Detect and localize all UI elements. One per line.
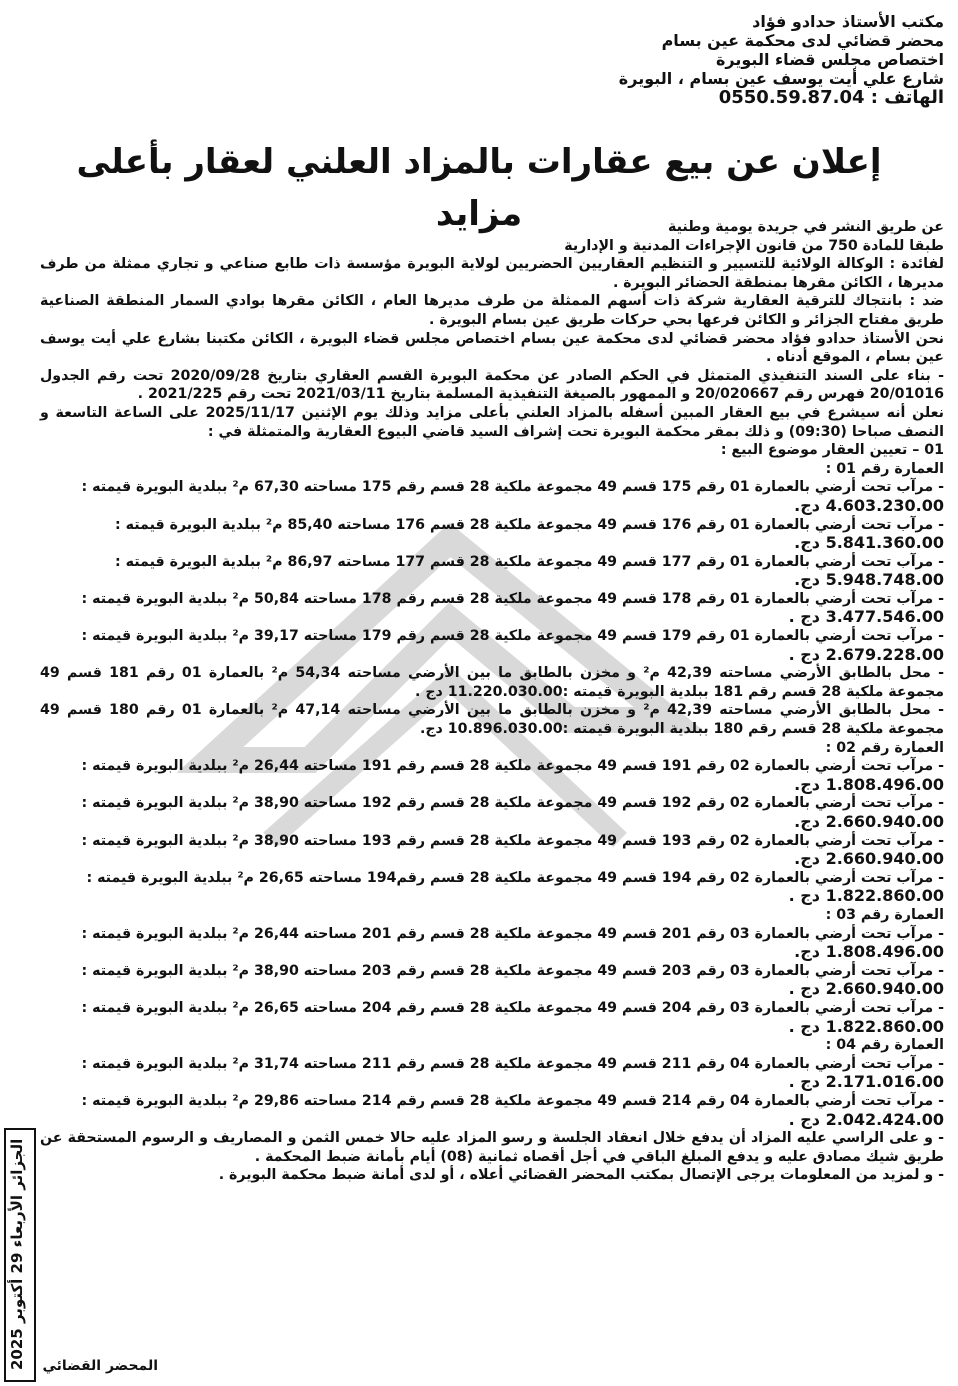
property-item: - محل بالطابق الأرضي مساحته 42,39 م² و مخزن بالطابق ما بين الأرضي مساحته 47,14 م² بالعمارة 01 رقم 180 قسم 49 مجموعة ملكية 28 قسم رقم 180 ببلدية البويرة قيمته :10.896.030.00 دج.: [40, 702, 944, 738]
property-value: 2.660.940.00 دج.: [794, 849, 944, 869]
office-name: مكتب الأستاذ حدادو فؤاد: [752, 12, 944, 31]
property-value: 1.808.496.00 دج.: [794, 774, 944, 794]
building-section-3: [40, 906, 944, 1036]
building-section-4: [40, 1036, 944, 1129]
office-address: شارع علي أيت يوسف عين بسام ، البويرة: [618, 69, 944, 88]
property-item: - مرآب تحت أرضي بالعمارة 01 رقم 177 قسم 49 مجموعة ملكية 28 قسم 177 مساحته 86,97 م² ببلدية البويرة قيمته : 5.948.748.00 دج.: [40, 553, 944, 590]
intro-property-designation: 01 – تعيين العقار موضوع البيع :: [720, 442, 944, 459]
property-item: - مرآب تحت أرضي بالعمارة 02 رقم 191 قسم 49 مجموعة ملكية 28 قسم رقم 191 مساحته 26,44 م² ببلدية البويرة قيمته : 1.808.496.00 دج.: [40, 757, 944, 794]
property-value: 1.808.496.00 دج.: [794, 942, 944, 962]
property-item: - مرآب تحت أرضي بالعمارة 01 رقم 176 قسم 49 مجموعة ملكية 28 قسم 176 مساحته 85,40 م² ببلدية البويرة قيمته : 5.841.360.00 دج.: [40, 516, 944, 553]
intro-defendant: ضد : بانتجاك للترقية العقارية شركة ذات أسهم الممثلة من طرف مديرها العام ، الكائن مقرها بوادي السمار المنطقة الصناعية طريق مفتاح الجزائر و الكائن فرعها بحي حركات طريق عين بسام البويرة .: [40, 293, 944, 328]
bailiff-office-header: [504, 12, 944, 107]
property-item: - مرآب تحت أرضي بالعمارة 04 رقم 211 قسم 49 مجموعة ملكية 28 قسم رقم 211 مساحته 31,74 م² ببلدية البويرة قيمته : 2.171.016.00 دج .: [40, 1055, 944, 1092]
bailiff-signature: المحضر القضائي: [42, 1358, 158, 1374]
property-item: - مرآب تحت أرضي بالعمارة 03 رقم 204 قسم 49 مجموعة ملكية 28 قسم رقم 204 مساحته 26,65 م² ببلدية البويرة قيمته : 1.822.860.00 دج .: [40, 999, 944, 1036]
property-item: - مرآب تحت أرضي بالعمارة 02 رقم 193 قسم 49 مجموعة ملكية 28 قسم رقم 193 مساحته 38,90 م² ببلدية البويرة قيمته : 2.660.940.00 دج.: [40, 832, 944, 869]
property-value: 1.822.860.00 دج .: [788, 1016, 944, 1036]
property-item: - محل بالطابق الأرضي مساحته 42,39 م² و مخزن بالطابق ما بين الأرضي مساحته 54,34 م² بالعمارة 01 رقم 181 قسم 49 مجموعة ملكية 28 قسم رقم 181 ببلدية البويرة قيمته :11.220.030.00 دج .: [40, 665, 944, 700]
intro-bailiff: نحن الأستاذ حدادو فؤاد محضر قضائي لدى محكمة عين بسام اختصاص مجلس قضاء البويرة ، الكائن مكتبنا بشارع علي أيت يوسف عين بسام ، الموقع أدناه .: [40, 330, 944, 366]
publication-date: الأربعاء 29 أكتوبر 2025: [8, 1194, 26, 1370]
building-section-1: [40, 460, 944, 739]
office-role: محضر قضائي لدى محكمة عين بسام: [661, 31, 944, 50]
property-item: - مرآب تحت أرضي بالعمارة 02 رقم 192 قسم 49 مجموعة ملكية 28 قسم رقم 192 مساحته 38,90 م² ببلدية البويرة قيمته : 2.660.940.00 دج.: [40, 794, 944, 831]
closing-contact-info: - و لمزيد من المعلومات يرجى الإتصال بمكتب المحضر القضائي أعلاه ، أو لدى أمانة ضبط محكمة البويرة .: [218, 1167, 944, 1184]
intro-legal-article: طبقا للمادة 750 من قانون الإجراءات المدنية و الإدارية: [564, 237, 944, 254]
closing-payment-terms: - و على الراسي عليه المزاد أن يدفع خلال انعقاد الجلسة و رسو المزاد عليه حالا خمس الثمن و المصاريف و الرسوم المستحقة عن طريق شيك مصادق عليه و يدفع المبلغ الباقي في أجل أقصاه ثمانية (08) أيام بأمانة ضبط المحكمة .: [40, 1130, 944, 1165]
building-heading: العمارة رقم 02 :: [825, 739, 944, 756]
property-item: - مرآب تحت أرضي بالعمارة 02 رقم 194 قسم 49 مجموعة ملكية 28 قسم رقم194 مساحته 26,65 م² ببلدية البويرة قيمته : 1.822.860.00 دج .: [40, 869, 944, 906]
property-item: - مرآب تحت أرضي بالعمارة 01 رقم 178 قسم 49 مجموعة ملكية 28 قسم رقم 178 مساحته 50,84 م² ببلدية البويرة قيمته : 3.477.546.00 دج .: [40, 590, 944, 627]
property-value: 2.660.940.00 دج.: [794, 812, 944, 831]
property-item: - مرآب تحت أرضي بالعمارة 01 رقم 179 قسم 49 مجموعة ملكية 28 قسم رقم 179 مساحته 39,17 م² ببلدية البويرة قيمته : 2.679.228.00 دج .: [40, 627, 944, 664]
property-value: 1.822.860.00 دج .: [788, 886, 944, 906]
property-item: - مرآب تحت أرضي بالعمارة 03 رقم 201 قسم 49 مجموعة ملكية 28 قسم رقم 201 مساحته 26,44 م² ببلدية البويرة قيمته : 1.808.496.00 دج.: [40, 925, 944, 962]
property-value: 4.603.230.00 دج.: [794, 495, 944, 515]
property-value: 3.477.546.00 دج .: [788, 607, 944, 627]
office-jurisdiction: اختصاص مجلس قضاء البويرة: [715, 50, 944, 69]
property-item: - مرآب تحت أرضي بالعمارة 03 رقم 203 قسم 49 مجموعة ملكية 28 قسم رقم 203 مساحته 38,90 م² ببلدية البويرة قيمته : 2.660.940.00 دج .: [40, 962, 944, 999]
newspaper-side-strip: [4, 1128, 36, 1382]
property-item: - مرآب تحت أرضي بالعمارة 01 رقم 175 قسم 49 مجموعة ملكية 28 قسم رقم 175 مساحته 67,30 م² ببلدية البويرة قيمته : 4.603.230.00 دج.: [40, 478, 944, 515]
property-item: - مرآب تحت أرضي بالعمارة 04 رقم 214 قسم 49 مجموعة ملكية 28 قسم رقم 214 مساحته 29,86 م² ببلدية البويرة قيمته : 2.042.424.00 دج .: [40, 1092, 944, 1129]
announcement-title: إعلان عن بيع عقارات بالمزاد العلني لعقار بأعلى مزايد: [76, 142, 882, 234]
building-heading: العمارة رقم 04 :: [825, 1037, 944, 1054]
intro-beneficiary: لفائدة : الوكالة الولائية للتسيير و التنظيم العقاريين الحضريين لولاية البويرة مؤسسة ذات طابع صناعي و تجاري ممثلة من طرف مديرها ، الكائن مقرها بمنطقة الحضائر البويرة .: [40, 256, 944, 291]
intro-publication: عن طريق النشر في جريدة يومية وطنية: [667, 219, 944, 235]
building-heading: العمارة رقم 01 :: [825, 460, 944, 477]
building-section-2: [40, 739, 944, 906]
newspaper-name: الجزائر: [8, 1138, 26, 1190]
property-value: 2.660.940.00 دج .: [788, 979, 944, 999]
publication-date-strip: [8, 1134, 34, 1374]
property-value: 5.948.748.00 دج.: [794, 570, 944, 590]
office-phone: الهاتف : 0550.59.87.04: [718, 87, 944, 108]
property-value: 2.042.424.00 دج .: [788, 1109, 944, 1129]
building-heading: العمارة رقم 03 :: [825, 906, 944, 923]
intro-judgment: - بناء على السند التنفيذي المتمثل في الحكم الصادر عن محكمة البويرة القسم العقاري بتاريخ 2020/09/28 تحت رقم الجدول 20/01016 فهرس رقم 20/020667 و الممهور بالصيغة التنفيذية المسلمة بتاريخ 2021/03/11 تحت رقم 2021/225 .: [40, 367, 944, 403]
intro-auction-date: نعلن أنه سيشرع في بيع العقار المبين أسفله بالمزاد العلني بأعلى مزايد وذلك يوم الإثنين 2025/11/17 على الساعة التاسعة و النصف صباحا (09:30) و ذلك بمقر محكمة البويرة تحت إشراف السيد قاضي البيوع العقارية والمتمثلة في :: [40, 404, 944, 440]
announcement-body: [40, 218, 944, 1185]
property-value: 5.841.360.00 دج.: [794, 533, 944, 553]
property-value: 2.679.228.00 دج .: [788, 644, 944, 664]
property-value: 2.171.016.00 دج .: [788, 1072, 944, 1092]
